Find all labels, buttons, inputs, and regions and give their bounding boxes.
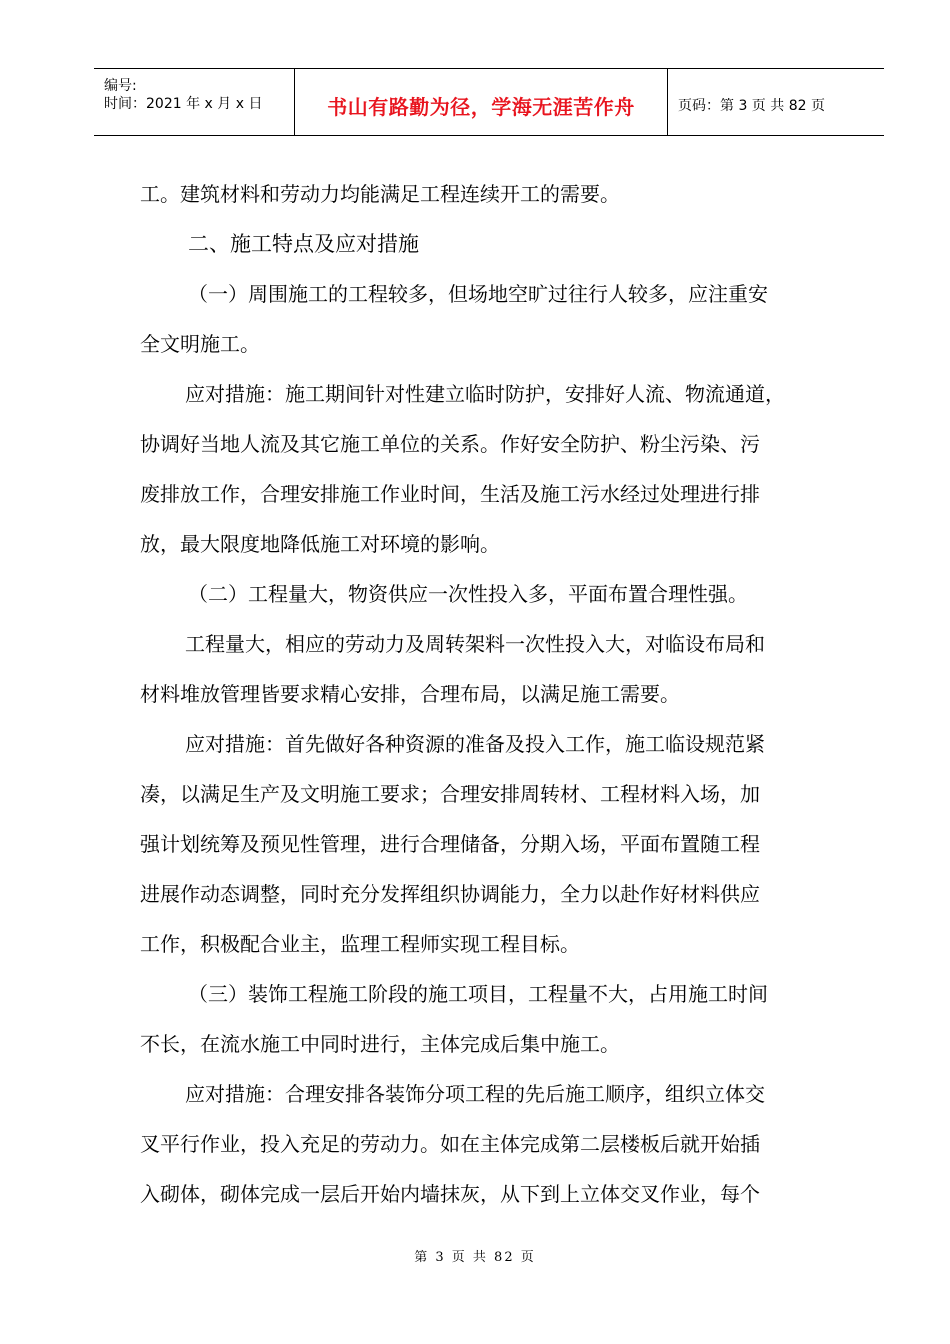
document-body <box>140 169 840 1219</box>
header-motto-cell <box>295 69 668 135</box>
body-line: 入砌体，砌体完成一层后开始内墙抹灰，从下到上立体交叉作业，每个 <box>140 1182 760 1206</box>
body-line: 废排放工作，合理安排施工作业时间，生活及施工污水经过处理进行排 <box>140 482 760 506</box>
header-page-code: 页码：第 3 页 共 82 页 <box>678 98 825 114</box>
body-line: 协调好当地人流及其它施工单位的关系。作好安全防护、粉尘污染、污 <box>140 432 760 456</box>
motto-text: 书山有路勤为径，学海无涯苦作舟 <box>327 95 635 119</box>
body-line: 应对措施：首先做好各种资源的准备及投入工作，施工临设规范紧 <box>185 732 765 756</box>
body-line: 进展作动态调整，同时充分发挥组织协调能力，全力以赴作好材料供应 <box>140 882 760 906</box>
body-line: 叉平行作业，投入充足的劳动力。如在主体完成第二层楼板后就开始插 <box>140 1132 760 1156</box>
body-line: 材料堆放管理皆要求精心安排，合理布局，以满足施工需要。 <box>140 682 680 706</box>
body-line: 全文明施工。 <box>140 332 260 356</box>
document-date: 时间：2021 年 x 月 x 日 <box>104 96 263 112</box>
body-line: 凑，以满足生产及文明施工要求；合理安排周转材、工程材料入场，加 <box>140 782 760 806</box>
page-footer: 第 3 页 共 82 页 <box>414 1250 536 1265</box>
page-header <box>94 68 884 136</box>
header-page-cell <box>668 69 884 135</box>
body-line: （一）周围施工的工程较多，但场地空旷过往行人较多，应注重安 <box>188 282 768 306</box>
body-line: （三）装饰工程施工阶段的施工项目，工程量不大，占用施工时间 <box>188 982 768 1006</box>
body-line: （二）工程量大，物资供应一次性投入多，平面布置合理性强。 <box>188 582 748 606</box>
body-line: 工程量大，相应的劳动力及周转架料一次性投入大，对临设布局和 <box>185 632 765 656</box>
body-line: 不长，在流水施工中同时进行，主体完成后集中施工。 <box>140 1032 620 1056</box>
body-line: 放，最大限度地降低施工对环境的影响。 <box>140 532 500 556</box>
body-line: 强计划统筹及预见性管理，进行合理储备，分期入场，平面布置随工程 <box>140 832 760 856</box>
section-heading: 二、施工特点及应对措施 <box>188 232 419 256</box>
body-line: 工作，积极配合业主，监理工程师实现工程目标。 <box>140 932 580 956</box>
body-line: 工。建筑材料和劳动力均能满足工程连续开工的需要。 <box>140 182 620 206</box>
body-line: 应对措施：合理安排各装饰分项工程的先后施工顺序，组织立体交 <box>185 1082 765 1106</box>
document-code-label: 编号: <box>104 78 137 94</box>
header-meta-cell <box>94 69 295 135</box>
body-line: 应对措施：施工期间针对性建立临时防护，安排好人流、物流通道， <box>185 382 785 406</box>
